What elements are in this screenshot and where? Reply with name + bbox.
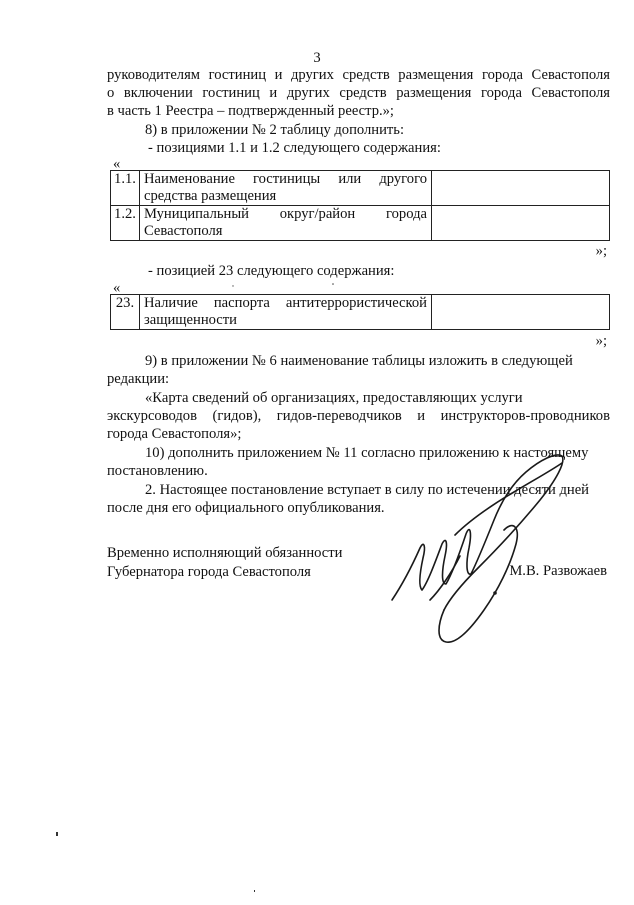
table-cell-number: 1.2. [111,206,140,241]
scan-speck [254,890,255,892]
table-cell-number: 23. [111,295,140,330]
table-cell-name-line: Наличие паспорта антитеррористической [144,295,427,311]
paragraph-line: «Карта сведений об организациях, предоставляющих услуги [145,390,523,406]
table-cell-name-line: Муниципальный округ/район города [144,206,427,222]
paragraph-line: - позициями 1.1 и 1.2 следующего содержания: [148,140,441,156]
table-cell-number: 1.1. [111,171,140,206]
paragraph-line: в часть 1 Реестра – подтвержденный реестр.»; [107,103,394,119]
quote-open-mark: « [113,280,121,296]
paragraph-line: о включении гостиниц и других средств размещения города Севастополя [107,85,610,101]
signatory-name: М.В. Развожаев [509,563,607,579]
paragraph-line: - позицией 23 следующего содержания: [148,263,395,279]
paragraph-line: 10) дополнить приложением № 11 согласно приложению к настоящему [145,445,589,461]
paragraph-line: экскурсоводов (гидов), гидов-переводчиков и инструкторов-проводников [107,408,610,424]
paragraph-line: постановлению. [107,463,208,479]
paragraph-line: 9) в приложении № 6 наименование таблицы изложить в следующей [145,353,573,369]
paragraph-line: редакции: [107,371,170,387]
signatory-position-line: Временно исполняющий обязанности [107,545,343,561]
table-cell-name-line: защищенности [144,312,237,328]
table-cell-name-line: средства размещения [144,188,277,204]
quote-close-mark: »; [595,243,607,259]
paragraph-line: 2. Настоящее постановление вступает в силу по истечении десяти дней [145,482,589,498]
quote-open-mark: « [113,156,121,172]
table-cell-name-line: Севастополя [144,223,223,239]
quote-close-mark: »; [595,333,607,349]
signatory-position-line: Губернатора города Севастополя [107,564,311,580]
scan-speck [56,832,58,836]
paragraph-line: руководителям гостиниц и других средств размещения города Севастополя [107,67,610,83]
paragraph-line: после дня его официального опубликования. [107,500,385,516]
table-cell-name-line: Наименование гостиницы или другого [144,171,427,187]
paragraph-line: города Севастополя»; [107,426,242,442]
page-number: 3 [313,50,321,66]
paragraph-line: 8) в приложении № 2 таблицу дополнить: [145,122,405,138]
